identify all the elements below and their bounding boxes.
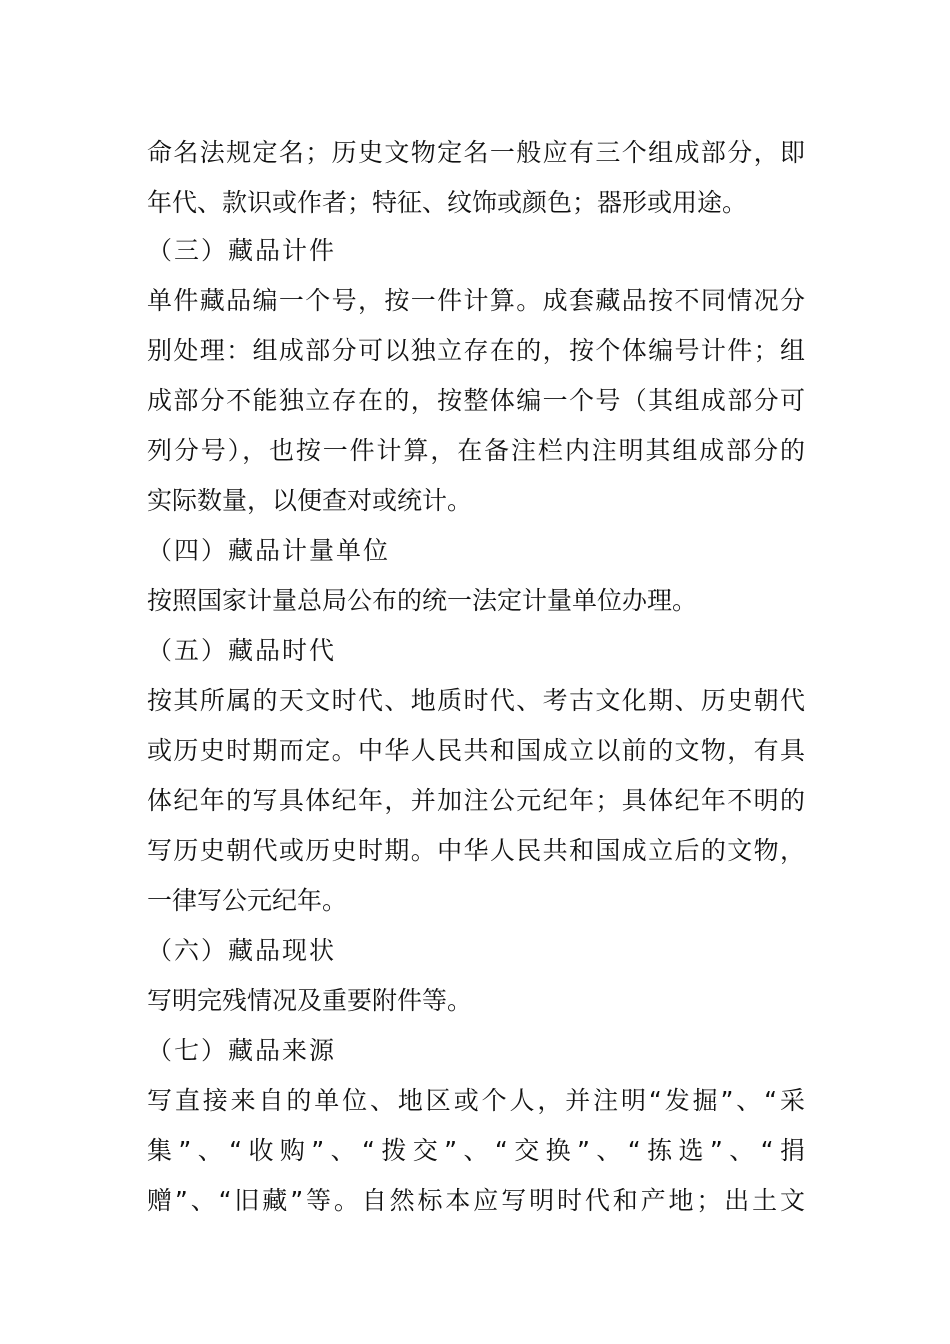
body-text-line: 按照国家计量总局公布的统一法定计量单位办理。 (147, 586, 698, 615)
section-heading: （四）藏品计量单位 (147, 536, 391, 565)
body-text-line: 一律写公元纪年。 (147, 886, 348, 915)
body-text-line: 别处理：组成部分可以独立存在的，按个体编号计件；组 (147, 336, 805, 365)
body-text-line: 写明完残情况及重要附件等。 (147, 986, 473, 1015)
body-text-line: 实际数量，以便查对或统计。 (147, 486, 473, 515)
body-text-line: 或历史时期而定。中华人民共和国成立以前的文物，有具 (147, 736, 805, 765)
body-text-line: 体纪年的写具体纪年，并加注公元纪年；具体纪年不明的 (147, 786, 805, 815)
body-text-line: 按其所属的天文时代、地质时代、考古文化期、历史朝代 (147, 686, 805, 715)
body-text-line: 写历史朝代或历史时期。中华人民共和国成立后的文物， (147, 836, 805, 865)
body-text-line: 集”、“收购”、“拨交”、“交换”、“拣选”、“捐 (147, 1136, 805, 1165)
body-text-line: 成部分不能独立存在的，按整体编一个号（其组成部分可 (147, 386, 805, 415)
section-heading: （五）藏品时代 (147, 636, 337, 665)
section-heading: （七）藏品来源 (147, 1036, 337, 1065)
body-text-line: 列分号），也按一件计算，在备注栏内注明其组成部分的 (147, 436, 805, 465)
body-text-line: 写直接来自的单位、地区或个人，并注明“发掘”、“采 (147, 1086, 805, 1115)
body-text-line: 命名法规定名；历史文物定名一般应有三个组成部分，即 (147, 138, 805, 167)
body-text-line: 赠”、“旧藏”等。自然标本应写明时代和产地；出土文 (147, 1186, 805, 1215)
section-heading: （三）藏品计件 (147, 236, 337, 265)
section-heading: （六）藏品现状 (147, 936, 337, 965)
body-text-line: 单件藏品编一个号，按一件计算。成套藏品按不同情况分 (147, 286, 805, 315)
body-text-line: 年代、款识或作者；特征、纹饰或颜色；器形或用途。 (147, 188, 748, 217)
